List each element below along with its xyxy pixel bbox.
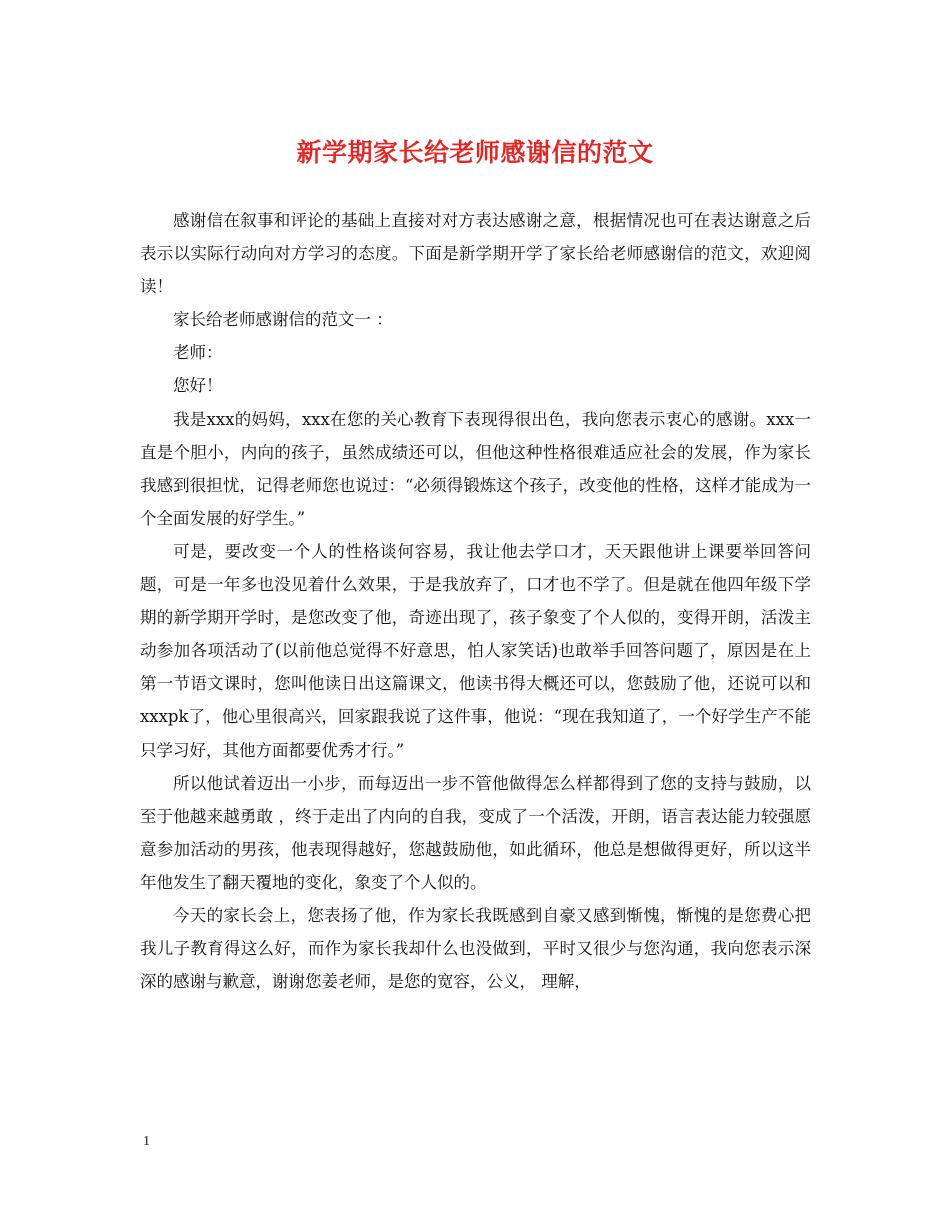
letter-heading: 家长给老师感谢信的范文一 ：: [173, 310, 393, 330]
letter-paragraph: 我是xxx的妈妈，xxx在您的关心教育下表现得很出色，我向您表示衷心的感谢。xxx一直是个胆小，内向的孩子，虽然成绩还可以，但他这种性格很难适应社会的发展，作为家长我感到很担忧，记得老师您也说过：“必须得锻炼这个孩子，改变他的性格，这样才能成为一个全面发展的好学生。”: [140, 409, 811, 528]
document-body: [140, 204, 811, 998]
letter-salutation: 老师：: [173, 343, 223, 363]
letter-paragraph: 所以他试着迈出一小步，而每迈出一步不管他做得怎么样都得到了您的支持与鼓励，以至于他越来越勇敢 ，终于走出了内向的自我，变成了一个活泼，开朗，语言表达能力较强愿意参加活动的男孩，他表现得越好，您越鼓励他，如此循环，他总是想做得更好，所以这半年他发生了翻天覆地的变化，象变了个人似的。: [140, 773, 811, 892]
page-number: 1: [143, 1134, 150, 1149]
letter-paragraph: 今天的家长会上，您表扬了他，作为家长我既感到自豪又感到惭愧，惭愧的是您费心把我儿子教育得这么好，而作为家长我却什么也没做到，平时又很少与您沟通，我向您表示深深的感谢与歉意，谢谢您姜老师，是您的宽容，公义， 理解，: [140, 905, 811, 992]
document-title: 新学期家长给老师感谢信的范文: [296, 138, 654, 167]
letter-greeting: 您好！: [173, 376, 223, 396]
letter-paragraph: 可是，要改变一个人的性格谈何容易，我让他去学口才，天天跟他讲上课要举回答问题，可是一年多也没见着什么效果，于是我放弃了，口才也不学了。但是就在他四年级下学期的新学期开学时，是您改变了他，奇迹出现了，孩子象变了个人似的，变得开朗，活泼主动参加各项活动了(以前他总觉得不好意思，怕人家笑话)也敢举手回答问题了，原因是在上第一节语文课时，您叫他读日出这篇课文，他读书得大概还可以，您鼓励了他，还说可以和xxxpk了，他心里很高兴，回家跟我说了这件事，他说：“现在我知道了，一个好学生产不能只学习好，其他方面都要优秀才行。”: [140, 541, 811, 760]
intro-paragraph: 感谢信在叙事和评论的基础上直接对对方表达感谢之意，根据情况也可在表达谢意之后表示以实际行动向对方学习的态度。下面是新学期开学了家长给老师感谢信的范文，欢迎阅读！: [140, 211, 811, 297]
